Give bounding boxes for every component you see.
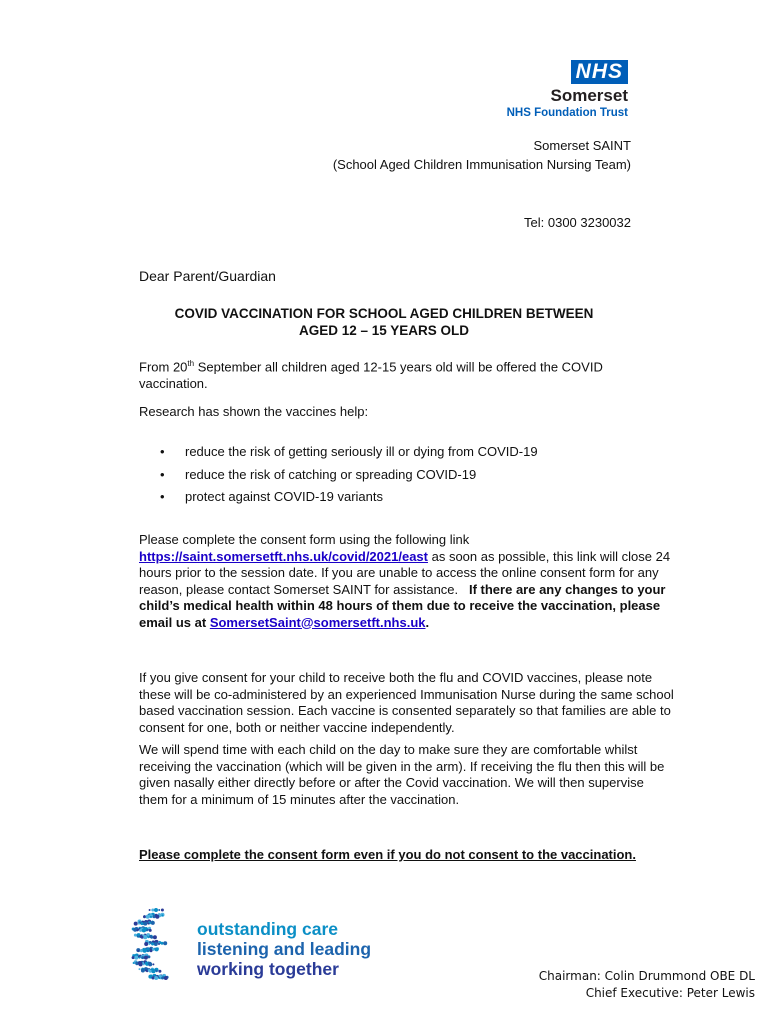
consent-form-link[interactable]: https://saint.somersetft.nhs.uk/covid/2021/east <box>139 548 428 564</box>
list-item: • protect against COVID-19 variants <box>160 486 538 509</box>
tagline <box>197 919 371 979</box>
consent-paragraph: Please complete the consent form using the following link https://saint.somersetft.nhs.uk/covid/2021/east as soon as possible, this link will close 24 hours prior to the session date. If you are unable to access the online consent form for any reason, please contact Somerset SAINT for assistance. If there are any changes to your child’s medical health within 48 hours of them due to receive the vaccination, please email us at SomersetSaint@somersetft.nhs.uk. <box>139 532 671 630</box>
tagline-line: working together <box>197 959 339 979</box>
heading-line-1: COVID VACCINATION FOR SCHOOL AGED CHILDREN BETWEEN <box>174 306 594 321</box>
nhs-badge: NHS <box>571 60 628 84</box>
dotted-s-icon <box>124 906 192 986</box>
signoff <box>539 968 755 1002</box>
co-administration-paragraph: If you give consent for your child to receive both the flu and COVID vaccines, please note these will be co-administered by an experienced Immunisation Nurse during the same school based vaccination session. Each vaccine is consented separately so that families are able to consent for one, both or neither vaccine independently. <box>139 670 674 735</box>
chief-executive: Chief Executive: Peter Lewis <box>585 986 755 1000</box>
list-item: • reduce the risk of catching or spreading COVID-19 <box>160 464 538 487</box>
tagline-line: outstanding care <box>197 919 338 939</box>
sender-team-full: (School Aged Children Immunisation Nursing Team) <box>332 157 631 172</box>
values-logo <box>124 906 389 986</box>
sender-team: Somerset SAINT <box>533 138 631 153</box>
organisation-name: Somerset <box>550 86 628 105</box>
chairman: Chairman: Colin Drummond OBE DL <box>538 969 755 983</box>
sender-address <box>333 136 631 174</box>
sender-telephone: Tel: 0300 3230032 <box>524 215 631 230</box>
email-link[interactable]: SomersetSaint@somersetft.nhs.uk <box>209 614 426 630</box>
trust-name: NHS Foundation Trust <box>506 107 628 119</box>
research-paragraph: Research has shown the vaccines help: <box>139 404 369 419</box>
tagline-line: listening and leading <box>197 939 372 959</box>
greeting: Dear Parent/Guardian <box>139 268 276 284</box>
nhs-somerset-logo <box>478 60 628 120</box>
benefits-list <box>160 441 538 509</box>
heading-line-2: AGED 12 – 15 YEARS OLD <box>298 323 470 338</box>
intro-paragraph: From 20th September all children aged 12-15 years old will be offered the COVID vaccination. <box>139 359 603 391</box>
supervision-paragraph: We will spend time with each child on the day to make sure they are comfortable whilst receiving the vaccination (which will be given in the arm). If receiving the flu then this will be given nasally either directly before or after the Covid vaccination. We will then supervise them for a minimum of 15 minutes after the vaccination. <box>139 742 665 807</box>
medical-change-notice: If there are any changes to your child’s medical health within 48 hours of them due to receive the vaccination, please email us at <box>139 581 666 630</box>
list-item: • reduce the risk of getting seriously ill or dying from COVID-19 <box>160 441 538 464</box>
letter-heading <box>139 305 629 339</box>
consent-reminder: Please complete the consent form even if you do not consent to the vaccination. <box>139 847 636 862</box>
